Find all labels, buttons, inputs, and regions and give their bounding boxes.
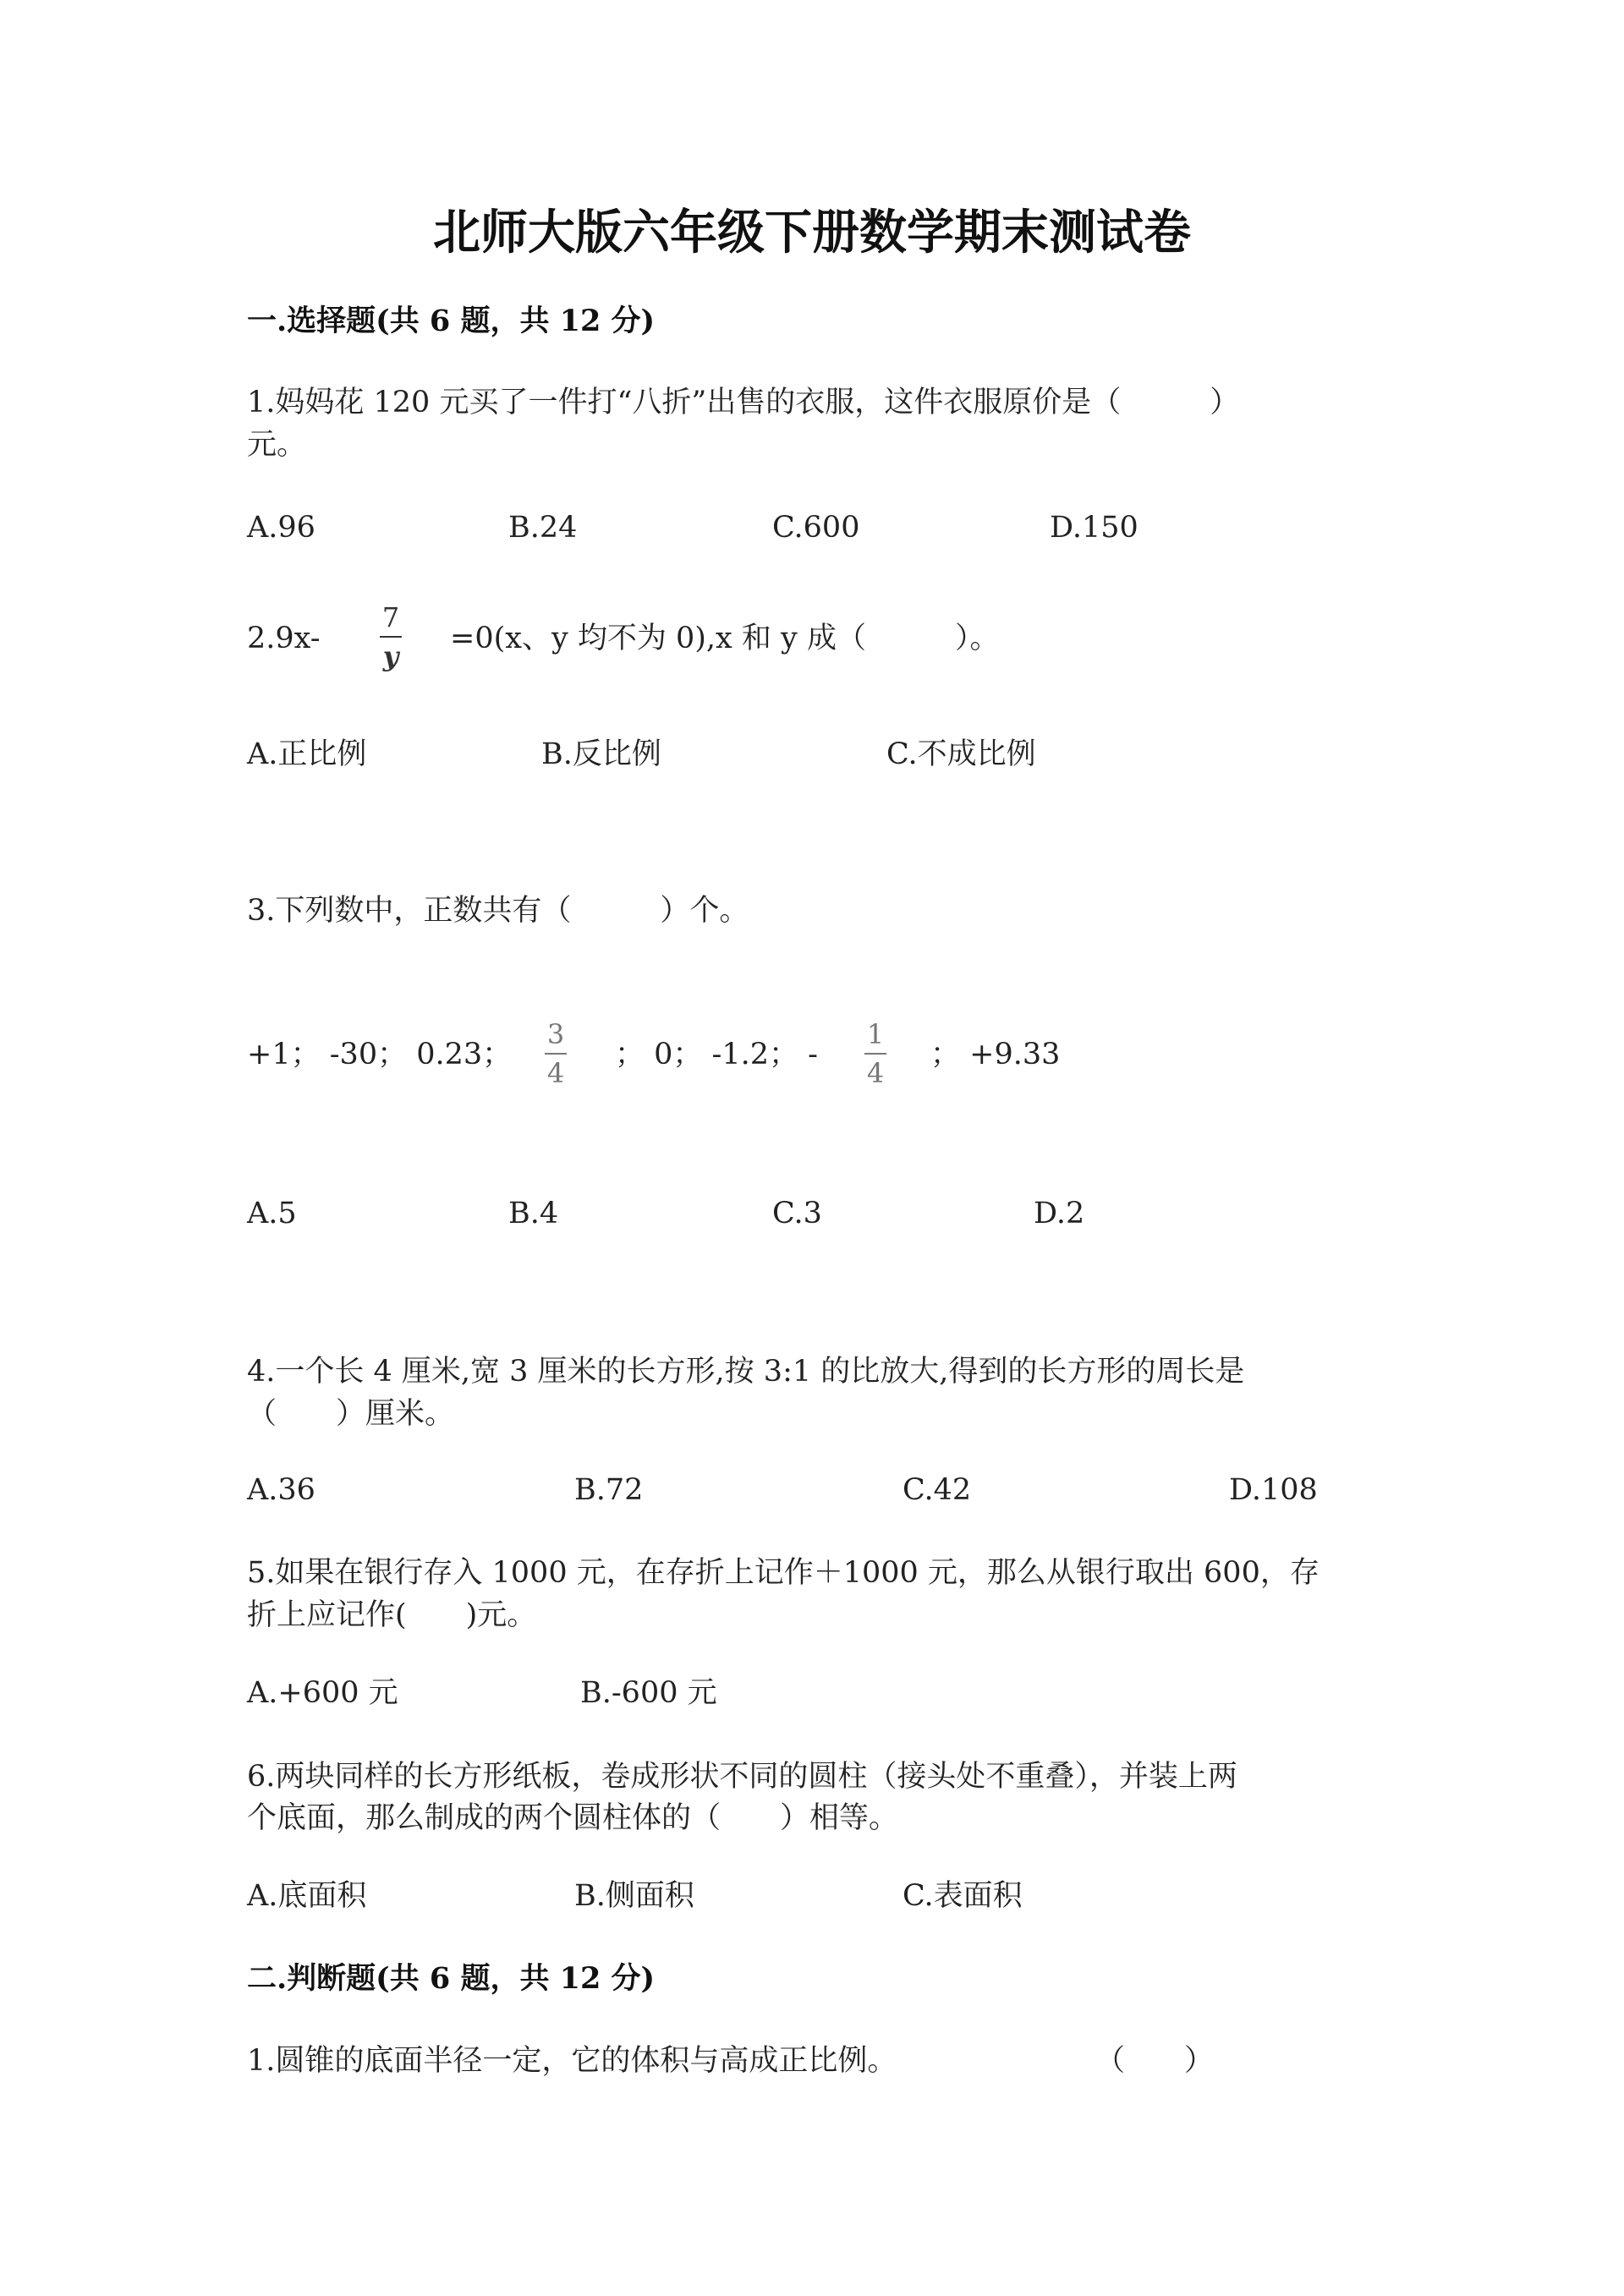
question-4-line-2: （ ）厘米。 (247, 1397, 455, 1431)
question-1-line-2: 元。 (247, 428, 307, 462)
page-title: 北师大版六年级下册数学期末测试卷 (433, 205, 1191, 260)
fraction-bar (545, 1053, 567, 1055)
question-6-option-a: A.底面积 (247, 1879, 367, 1913)
question-2-option-b: B.反比例 (541, 737, 661, 771)
question-4-line-1: 4.一个长 4 厘米,宽 3 厘米的长方形,按 3:1 的比放大,得到的长方形的周长是 (247, 1355, 1245, 1389)
question-2-prefix: 2.9x- (247, 622, 321, 655)
question-2-suffix: =0(x、y 均不为 0),x 和 y 成（ ）。 (450, 622, 1000, 655)
question-6-line-1: 6.两块同样的长方形纸板，卷成形状不同的圆柱（接头处不重叠），并装上两 (247, 1760, 1237, 1794)
question-1-option-a: A.96 (247, 511, 315, 545)
question-2-fraction (365, 602, 416, 671)
question-3-numbers-part-3: ； +9.33 (930, 1038, 1061, 1071)
fraction-denominator: y (382, 640, 399, 672)
question-3-line-1: 3.下列数中，正数共有（ ）个。 (247, 894, 749, 928)
question-2-option-c: C.不成比例 (886, 737, 1036, 771)
fraction-denominator: 4 (546, 1057, 565, 1089)
question-2-option-a: A.正比例 (247, 737, 367, 771)
question-1-option-d: D.150 (1050, 511, 1138, 545)
question-4-option-c: C.42 (903, 1473, 972, 1507)
question-6-line-2: 个底面，那么制成的两个圆柱体的（ ）相等。 (247, 1801, 899, 1835)
fraction-numerator: 1 (866, 1018, 885, 1050)
question-5-option-a: A.+600 元 (247, 1676, 398, 1710)
fraction-denominator: 4 (866, 1057, 885, 1089)
question-3-fraction-1 (530, 1019, 581, 1088)
question-1-line-1: 1.妈妈花 120 元买了一件打“八折”出售的衣服，这件衣服原价是（ ） (247, 386, 1240, 419)
question-5-line-2: 折上应记作( )元。 (247, 1598, 537, 1632)
fraction-bar (380, 636, 402, 638)
question-3-option-c: C.3 (772, 1197, 822, 1230)
question-1-option-c: C.600 (772, 511, 860, 545)
section-heading: 二.判断题(共 6 题，共 12 分) (247, 1961, 656, 1996)
question-5-option-b: B.-600 元 (580, 1676, 717, 1710)
question-3-numbers-part-2: ； 0； -1.2； - (615, 1038, 818, 1071)
fraction-numerator: 7 (381, 601, 400, 633)
question-3-option-a: A.5 (247, 1197, 297, 1230)
question-4-option-a: A.36 (247, 1473, 315, 1507)
question-6-option-c: C.表面积 (903, 1879, 1023, 1913)
judgment-1-text: 1.圆锥的底面半径一定，它的体积与高成正比例。 (247, 2044, 897, 2078)
question-1-option-b: B.24 (508, 511, 578, 545)
judgment-1-answer-paren: （ ） (1095, 2044, 1215, 2078)
question-3-option-d: D.2 (1034, 1197, 1085, 1230)
question-6-option-b: B.侧面积 (574, 1879, 694, 1913)
question-3-numbers-part-1: +1； -30； 0.23； (247, 1038, 513, 1071)
fraction-bar (864, 1053, 886, 1055)
question-3-option-b: B.4 (508, 1197, 559, 1230)
fraction-numerator: 3 (546, 1018, 565, 1050)
question-4-option-b: B.72 (574, 1473, 644, 1507)
question-5-line-1: 5.如果在银行存入 1000 元，在存折上记作＋1000 元，那么从银行取出 600，存 (247, 1556, 1320, 1590)
question-3-fraction-2 (850, 1019, 901, 1088)
section-heading: 一.选择题(共 6 题，共 12 分) (247, 304, 656, 338)
question-4-option-d: D.108 (1229, 1473, 1318, 1507)
